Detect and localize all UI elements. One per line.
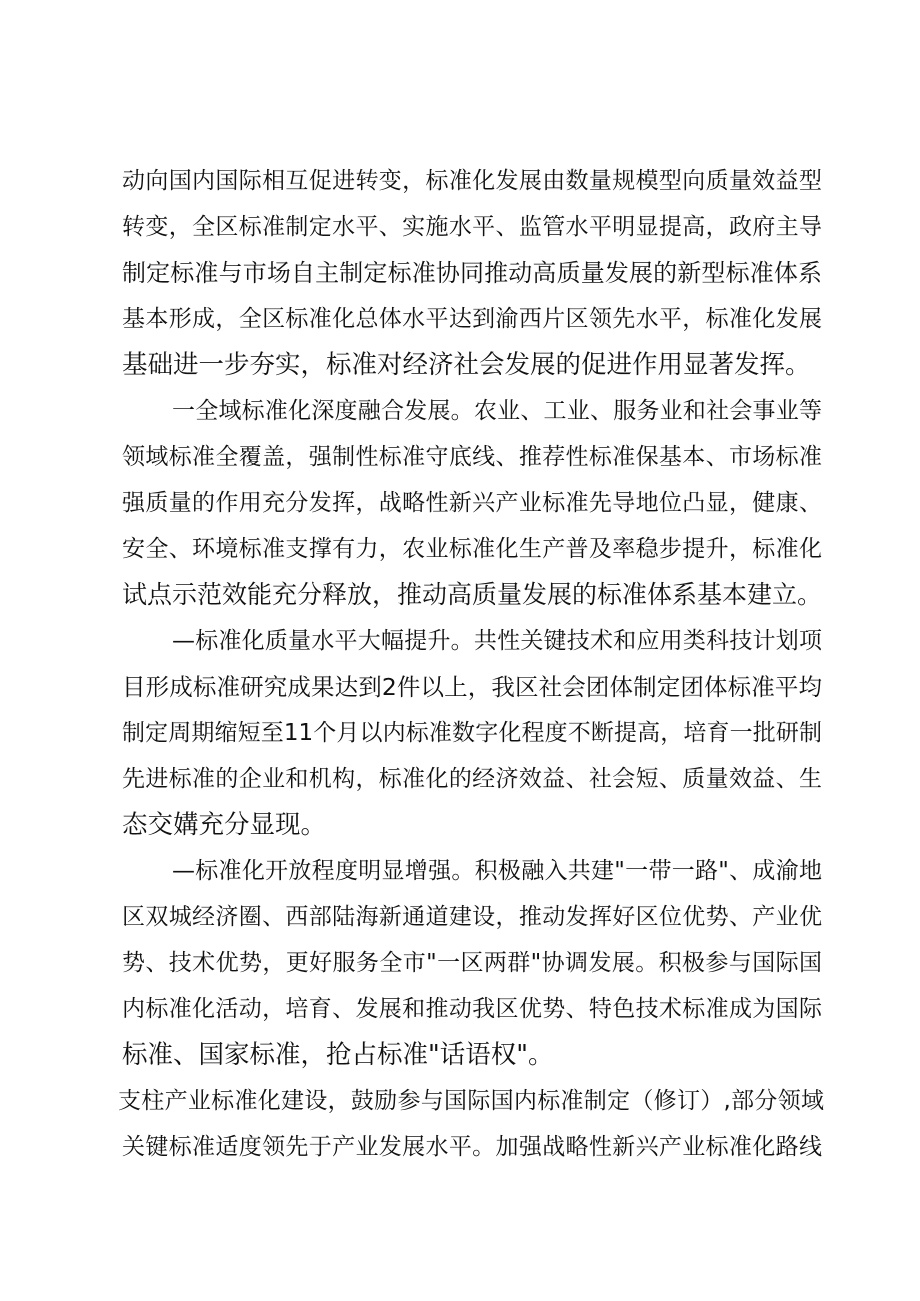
paragraph-3-line-2: 目形成标准研究成果达到2件以上，我区社会团体制定团体标准平均 — [122, 673, 822, 701]
paragraph-1-line-2: 转变，全区标准制定水平、实施水平、监管水平明显提高，政府主导 — [122, 214, 822, 240]
paragraph-4-line-1: —标准化开放程度明显增强。积极融入共建"一带一路"、成渝地 — [172, 858, 822, 884]
paragraph-3-line-1: —标准化质量水平大幅提升。共性关键技术和应用类科技计划项 — [172, 628, 822, 654]
paragraph-5-line-2: 关键标准适度领先于产业发展水平。加强战略性新兴产业标准化路线 — [122, 1134, 822, 1160]
paragraph-4-line-3: 势、技术优势，更好服务全市"一区两群"协调发展。积极参与国际国 — [122, 950, 822, 976]
paragraph-3-line-4: 先进标准的企业和机构，标准化的经济效益、社会短、质量效益、生 — [122, 766, 822, 792]
paragraph-4-line-5: 标准、国家标准，抢占标准"话语权"。 — [122, 1040, 554, 1070]
paragraph-1-line-3: 制定标准与市场自主制定标准协同推动高质量发展的新型标准体系 — [122, 259, 822, 287]
paragraph-3-line-3: 制定周期缩短至11个月以内标准数字化程度不断提高，培育一批研制 — [122, 720, 822, 746]
paragraph-2-line-1: 一全域标准化深度融合发展。农业、工业、服务业和社会事业等 — [172, 398, 822, 424]
paragraph-2-line-4: 安全、环境标准支撑有力，农业标准化生产普及率稳步提升，标准化 — [122, 536, 822, 562]
paragraph-2-line-5: 试点示范效能充分释放，推动高质量发展的标准体系基本建立。 — [122, 580, 823, 609]
paragraph-5-line-1: 支柱产业标准化建设，鼓励参与国际国内标准制定（修订）,部分领域 — [118, 1088, 824, 1114]
paragraph-4-line-4: 内标准化活动，培育、发展和推动我区优势、特色技术标准成为国际 — [122, 996, 822, 1022]
paragraph-1-line-1: 动向国内国际相互促进转变，标准化发展由数量规模型向质量效益型 — [122, 168, 822, 194]
paragraph-2-line-2: 领域标准全覆盖，强制性标准守底线、推荐性标准保基本、市场标准 — [122, 444, 822, 470]
paragraph-1-line-5: 基础进一步夯实，标准对经济社会发展的促进作用显著发挥。 — [122, 350, 811, 380]
paragraph-4-line-2: 区双城经济圈、西部陆海新通道建设，推动发挥好区位优势、产业优 — [122, 904, 822, 930]
paragraph-1-line-4: 基本形成，全区标准化总体水平达到渝西片区领先水平，标准化发展 — [122, 306, 822, 332]
paragraph-2-line-3: 强质量的作用充分发挥，战略性新兴产业标准先导地位凸显，健康、 — [122, 490, 822, 516]
paragraph-3-line-5: 态交媾充分显现。 — [122, 810, 327, 840]
